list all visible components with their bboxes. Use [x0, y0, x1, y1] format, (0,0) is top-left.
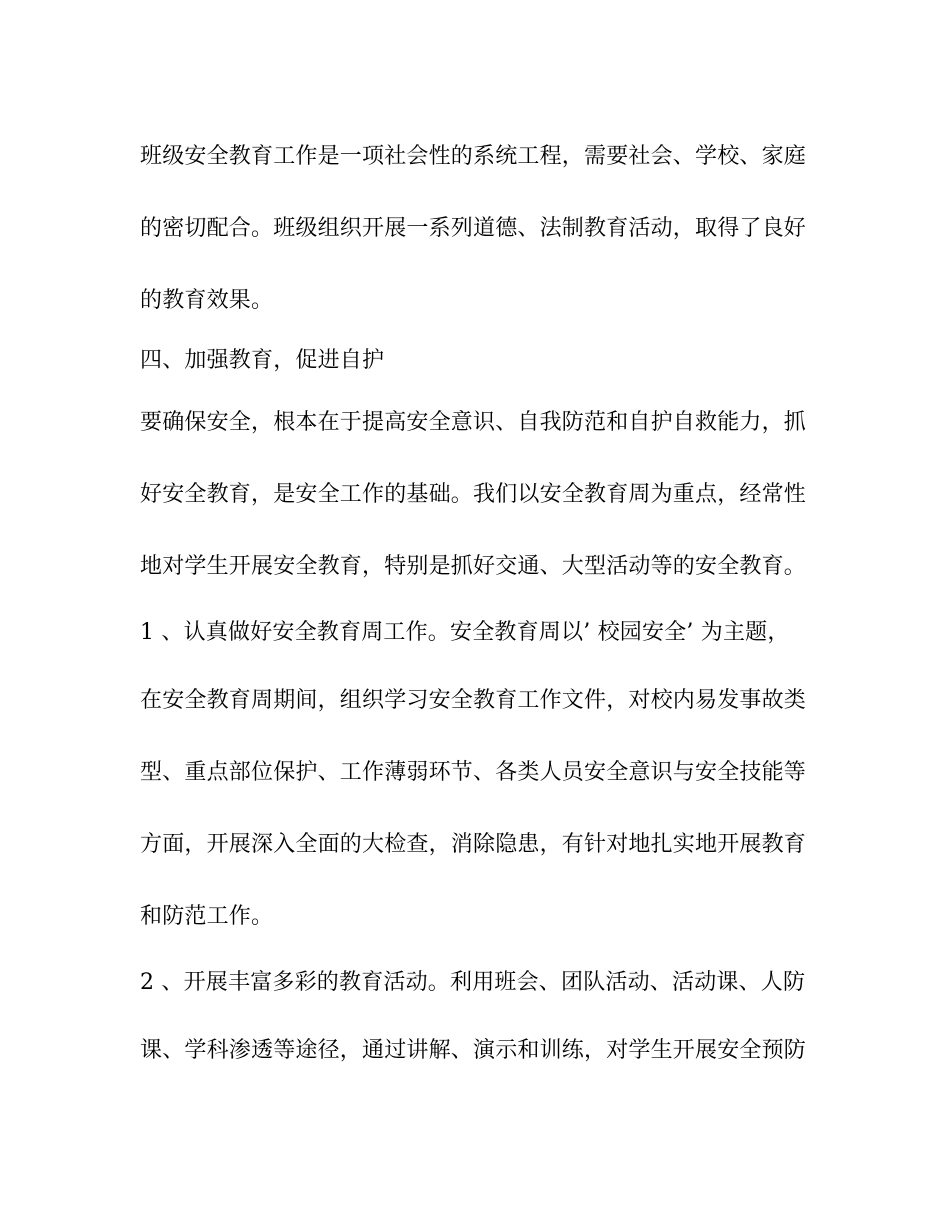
body-text-line: 好安全教育，是安全工作的基础。我们以安全教育周为重点，经常性 [140, 482, 807, 507]
body-text-line: 的教育效果。 [140, 288, 274, 313]
body-text-line: 班级安全教育工作是一项社会性的系统工程，需要社会、学校、家庭 [140, 144, 807, 169]
list-item-2-line: 2 、开展丰富多彩的教育活动。利用班会、团队活动、活动课、人防 [140, 970, 806, 995]
body-text-line: 课、学科渗透等途径，通过讲解、演示和训练，对学生开展安全预防 [140, 1038, 807, 1063]
list-item-1-line: 1 、认真做好安全教育周工作。安全教育周以’ 校园安全’ 为主题， [140, 620, 790, 645]
section-heading: 四、加强教育，促进自护 [140, 348, 385, 373]
body-text-line: 型、重点部位保护、工作薄弱环节、各类人员安全意识与安全技能等 [140, 760, 807, 785]
body-text-line: 在安全教育周期间，组织学习安全教育工作文件，对校内易发事故类 [140, 688, 807, 713]
body-text-line: 地对学生开展安全教育，特别是抓好交通、大型活动等的安全教育。 [140, 554, 807, 579]
body-text-line: 要确保安全，根本在于提高安全意识、自我防范和自护自救能力，抓 [140, 410, 807, 435]
body-text-line: 和防范工作。 [140, 904, 274, 929]
body-text-line: 方面，开展深入全面的大检查，消除隐患，有针对地扎实地开展教育 [140, 832, 807, 857]
body-text-line: 的密切配合。班级组织开展一系列道德、法制教育活动，取得了良好 [140, 216, 807, 241]
